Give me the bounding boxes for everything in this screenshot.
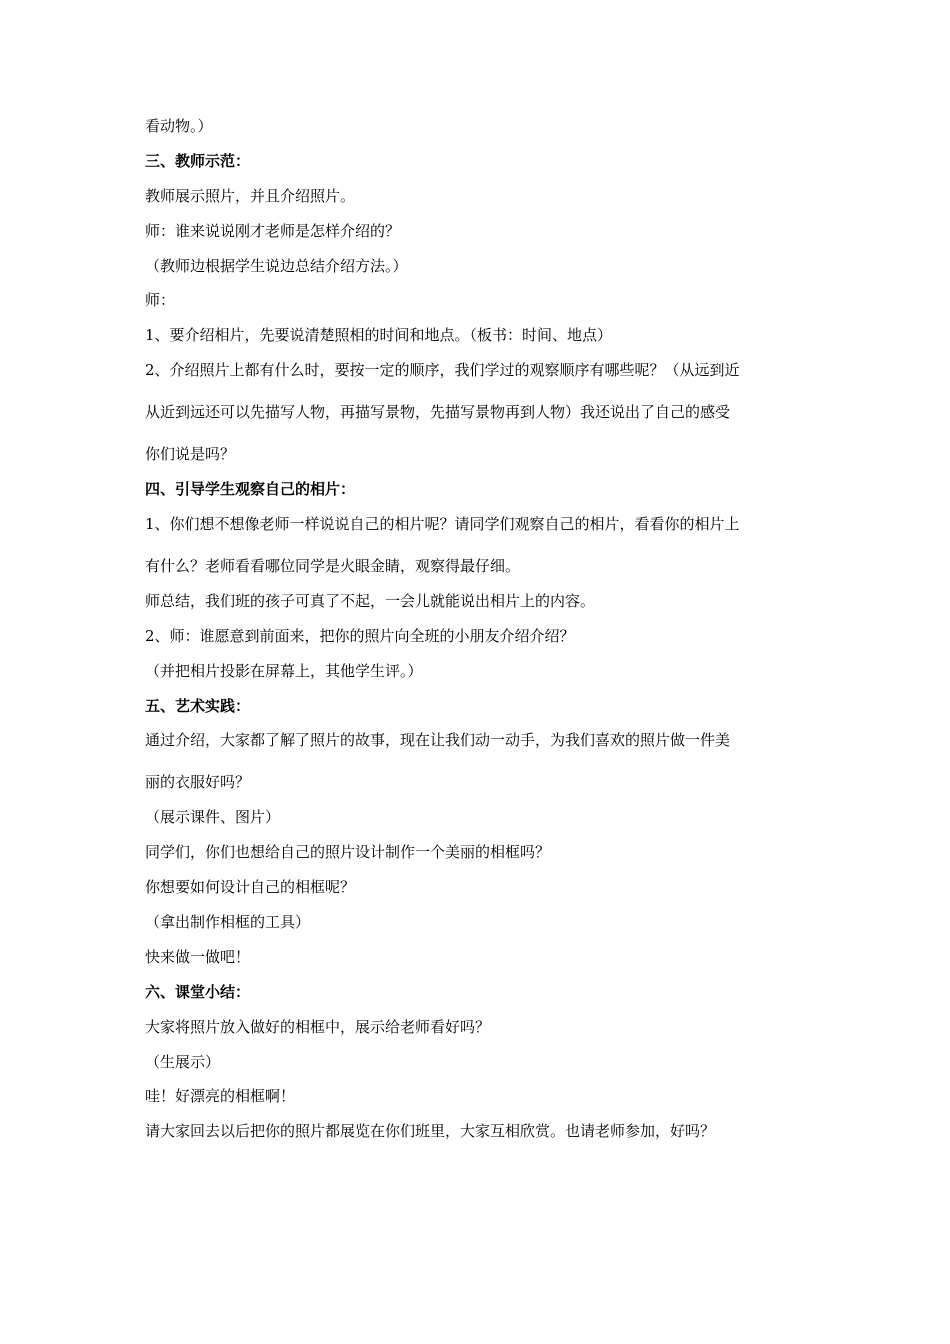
section-heading: 四、引导学生观察自己的相片： xyxy=(145,480,356,499)
paragraph-line: 师： xyxy=(145,291,176,310)
paragraph-line: 教师展示照片，并且介绍照片。 xyxy=(145,186,356,205)
section-heading: 六、课堂小结： xyxy=(145,982,251,1001)
paragraph-line: 2、师：谁愿意到前面来，把你的照片向全班的小朋友介绍介绍？ xyxy=(145,626,575,645)
paragraph-line: 快来做一做吧！ xyxy=(145,947,251,966)
paragraph-line: 看动物。） xyxy=(145,117,213,135)
paragraph-line: 有什么？老师看看哪位同学是火眼金睛，观察得最仔细。 xyxy=(145,557,521,576)
paragraph-line: 从近到远还可以先描写人物，再描写景物，先描写景物再到人物）我还说出了自己的感受 xyxy=(145,403,731,422)
paragraph-line: 师总结，我们班的孩子可真了不起，一会儿就能说出相片上的内容。 xyxy=(145,591,596,610)
paragraph-line: 请大家回去以后把你的照片都展览在你们班里，大家互相欣赏。也请老师参加，好吗？ xyxy=(145,1122,716,1141)
paragraph-line: （拿出制作相框的工具） xyxy=(145,913,311,932)
paragraph-line: 你们说是吗？ xyxy=(145,445,236,464)
paragraph-line: 你想要如何设计自己的相框呢？ xyxy=(145,878,356,897)
paragraph-line: 1、你们想不想像老师一样说说自己的相片呢？请同学们观察自己的相片，看看你的相片上 xyxy=(145,515,740,534)
paragraph-line: 通过介绍，大家都了解了照片的故事，现在让我们动一动手，为我们喜欢的照片做一件美 xyxy=(145,731,731,750)
paragraph-line: （展示课件、图片） xyxy=(145,808,281,827)
paragraph-line: 哇！好漂亮的相框啊！ xyxy=(145,1087,296,1106)
paragraph-line: 师：谁来说说刚才老师是怎样介绍的？ xyxy=(145,221,401,240)
paragraph-line: 1、要介绍相片，先要说清楚照相的时间和地点。（板书：时间、地点） xyxy=(145,326,613,345)
paragraph-line: 丽的衣服好吗？ xyxy=(145,773,251,792)
paragraph-line: 2、介绍照片上都有什么时，要按一定的顺序，我们学过的观察顺序有哪些呢？（从远到近 xyxy=(145,361,740,380)
paragraph-line: （并把相片投影在屏幕上，其他学生评。） xyxy=(145,661,423,680)
section-heading: 五、艺术实践： xyxy=(145,696,251,715)
document-body xyxy=(145,114,825,1154)
paragraph-line: 大家将照片放入做好的相框中，展示给老师看好吗？ xyxy=(145,1017,491,1036)
paragraph-line: （教师边根据学生说边总结介绍方法。） xyxy=(145,256,408,275)
paragraph-line: （生展示） xyxy=(145,1052,221,1071)
section-heading: 三、教师示范： xyxy=(145,151,251,170)
paragraph-line: 同学们，你们也想给自己的照片设计制作一个美丽的相框吗？ xyxy=(145,843,551,862)
